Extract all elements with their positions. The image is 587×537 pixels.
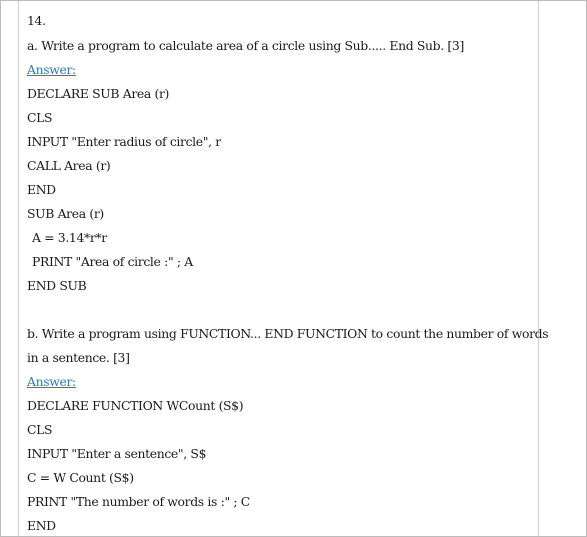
code-line: PRINT "Area of circle :" ; A [32, 254, 193, 269]
code-line: CLS [27, 422, 53, 437]
code-line: INPUT "Enter radius of circle", r [27, 134, 221, 149]
code-line: END [27, 182, 56, 197]
code-line: CLS [27, 110, 53, 125]
code-line: END [27, 518, 56, 533]
code-line: END SUB [27, 278, 87, 293]
code-line: INPUT "Enter a sentence", S$ [27, 446, 207, 461]
code-line: CALL Area (r) [27, 158, 111, 173]
part-a-question: a. Write a program to calculate area of a circle using Sub..... End Sub. [3] [27, 38, 464, 53]
code-line: A = 3.14*r*r [32, 230, 107, 245]
part-b-answer-link[interactable]: Answer: [27, 374, 76, 389]
code-line: SUB Area (r) [27, 206, 104, 221]
code-line: DECLARE FUNCTION WCount (S$) [27, 398, 244, 413]
code-line: C = W Count (S$) [27, 470, 134, 485]
part-b-question-line-1: b. Write a program using FUNCTION... END FUNCTION to count the number of words [27, 326, 549, 341]
code-line: DECLARE SUB Area (r) [27, 86, 170, 101]
part-b-question-line-2: in a sentence. [3] [27, 350, 130, 365]
part-a-answer-link[interactable]: Answer: [27, 62, 76, 77]
code-line: PRINT "The number of words is :" ; C [27, 494, 250, 509]
question-number: 14. [27, 13, 46, 28]
